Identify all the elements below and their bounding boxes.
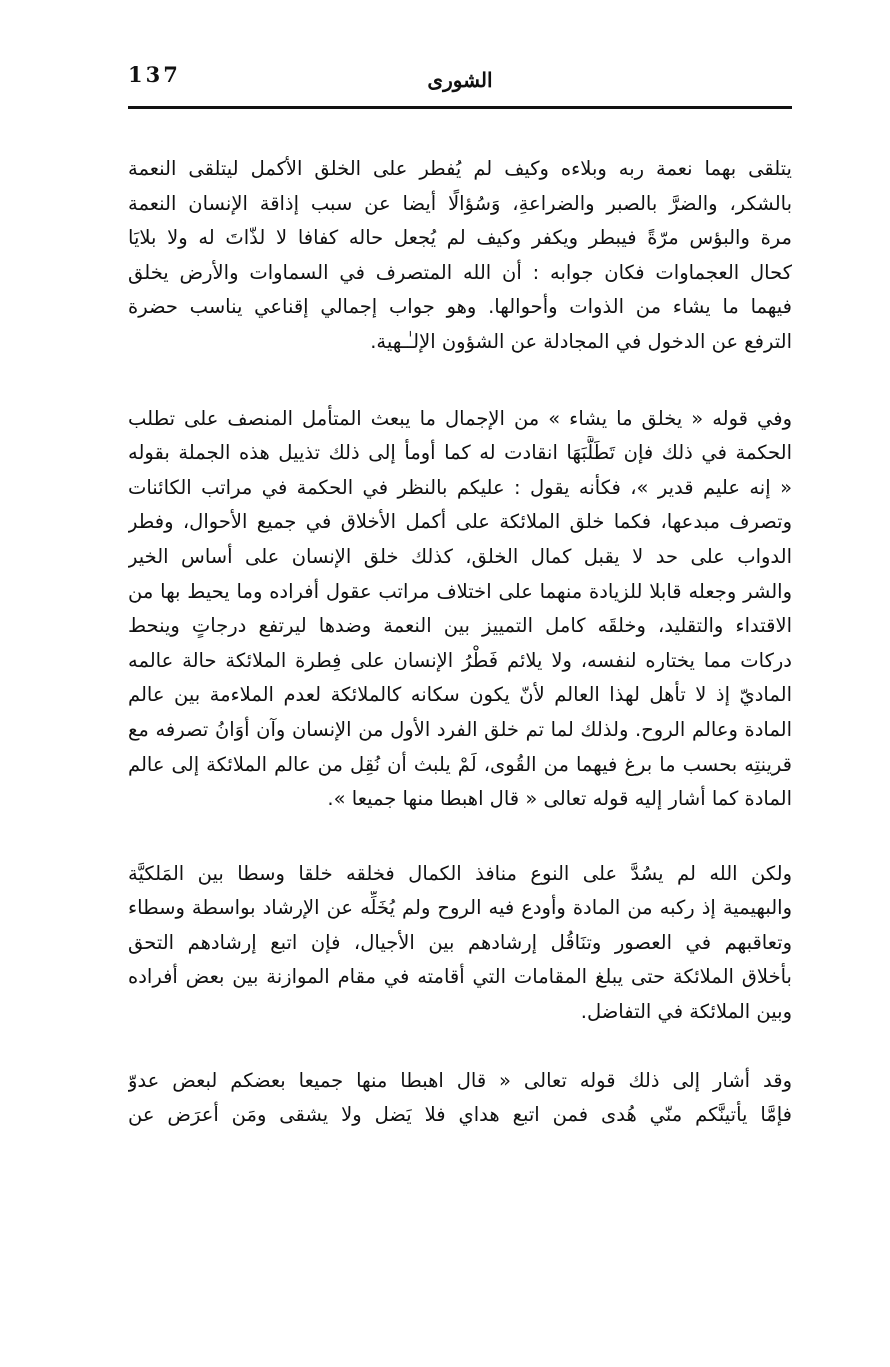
text-line: بأخلاق الملائكة حتى يبلغ المقامات التي أقامته في مقام الموازنة بين بعض أفراده — [128, 965, 792, 989]
text-line: المادة كما أشار إليه قوله تعالى « قال اهبطا منها جميعا ». — [327, 787, 792, 811]
text-line: دركات مما يختاره لنفسه، ولا يلائم فَطْرُ الإنسان على فِطرة الملائكة حالة عالمه — [128, 648, 792, 672]
page-header — [128, 60, 792, 104]
text-line: ولكن الله لم يسُدَّ على النوع منافذ الكمال فخلقه خلقا وسطا بين المَلكيَّة — [128, 861, 792, 885]
body-text — [128, 152, 792, 1133]
paragraph — [128, 1064, 792, 1133]
running-title: الشورى — [427, 68, 493, 92]
text-line: الترفع عن الدخول في المجادلة عن الشؤون الإلـٰـهية. — [370, 329, 792, 353]
paragraph — [128, 402, 792, 817]
paragraph-gap — [128, 817, 792, 857]
paragraph-gap — [128, 1030, 792, 1064]
paragraph — [128, 152, 792, 360]
text-line: الدواب على حد لا يقبل كمال الخلق، كذلك خلق الإنسان على أساس الخير — [128, 544, 792, 568]
paragraph — [128, 857, 792, 1030]
text-line: بالشكر، والضرَّ بالصبر والضراعةِ، وَسُؤالًا أيضا عن سبب إذاقة الإنسان النعمة — [128, 191, 792, 215]
text-line: الاقتداء والتقليد، وخلقَه كامل التمييز بين النعمة وضدها ليرتفع درجاتٍ وينحط — [128, 614, 792, 638]
text-line: الماديّ إذ لا تأهل لهذا العالم لأنّ يكون سكانه كالملائكة لعدم الملاءمة بين عالم — [128, 683, 792, 707]
text-line: والشر وجعله قابلا للزيادة منهما على اختلاف مراتب عقول أفراده وما يحيط بها من — [128, 579, 792, 603]
text-line: يتلقى بهما نعمة ربه وبلاءه وكيف لم يُفطر على الخلق الأكمل ليتلقى النعمة — [128, 157, 792, 180]
text-line: وفي قوله « يخلق ما يشاء » من الإجمال ما يبعث المتأمل المنصف على تطلب — [128, 406, 792, 430]
paragraph-gap — [128, 360, 792, 402]
text-line: كحال العجماوات فكان جوابه : أن الله المتصرف في السماوات والأرض يخلق — [128, 260, 792, 284]
text-line: فيهما ما يشاء من الذوات وأحوالها. وهو جواب إجمالي إقناعي يناسب حضرة — [128, 295, 792, 319]
text-line: المادة وعالم الروح. ولذلك لما تم خلق الفرد الأول من الإنسان وآن أوَانُ تصرفه مع — [128, 717, 792, 741]
text-line: وقد أشار إلى ذلك قوله تعالى « قال اهبطا منها جميعا بعضكم لبعض عدوّ — [128, 1068, 792, 1092]
text-line: وبين الملائكة في التفاضل. — [580, 1000, 792, 1024]
header-rule — [128, 106, 792, 109]
text-line: وتعاقبهم في العصور وتنَاقُل إرشادهم بين الأجيال، فإن اتبع إرشادهم التحق — [128, 930, 792, 954]
text-line: الحكمة في ذلك فإن تَطَلَّبَهَا انقادت له كما أومأ إلى ذلك تذييل هذه الجملة بقوله — [128, 441, 792, 465]
text-line: قرينتِه بحسب ما برغ فيهما من القُوى، لَمْ يلبث أن نُقِل من عالم الملائكة إلى عالم — [128, 752, 792, 776]
text-line: مرة والبؤس مرّةً فيبطر ويكفر وكيف لم يُجعل حاله كفافا لا لذّاتَ له ولا بلايَا — [128, 226, 792, 250]
text-line: والبهيمية إذ ركبه من المادة وأودع فيه الروح ولم يُخَلِّه عن الإرشاد بواسطة وسطاء — [128, 896, 792, 920]
text-line: « إنه عليم قدير »، فكأنه يقول : عليكم بالنظر في الحكمة في مراتب الكائنات — [128, 475, 792, 499]
page-number: 137 — [128, 62, 181, 87]
text-line: وتصرف مبدعها، فكما خلق الملائكة على أكمل الأخلاق في جميع الأحوال، وفطر — [128, 510, 792, 534]
text-line: فإمَّا يأتينَّكم منّي هُدى فمن اتبع هداي فلا يَضل ولا يشقى ومَن أعرَض عن — [128, 1103, 792, 1127]
